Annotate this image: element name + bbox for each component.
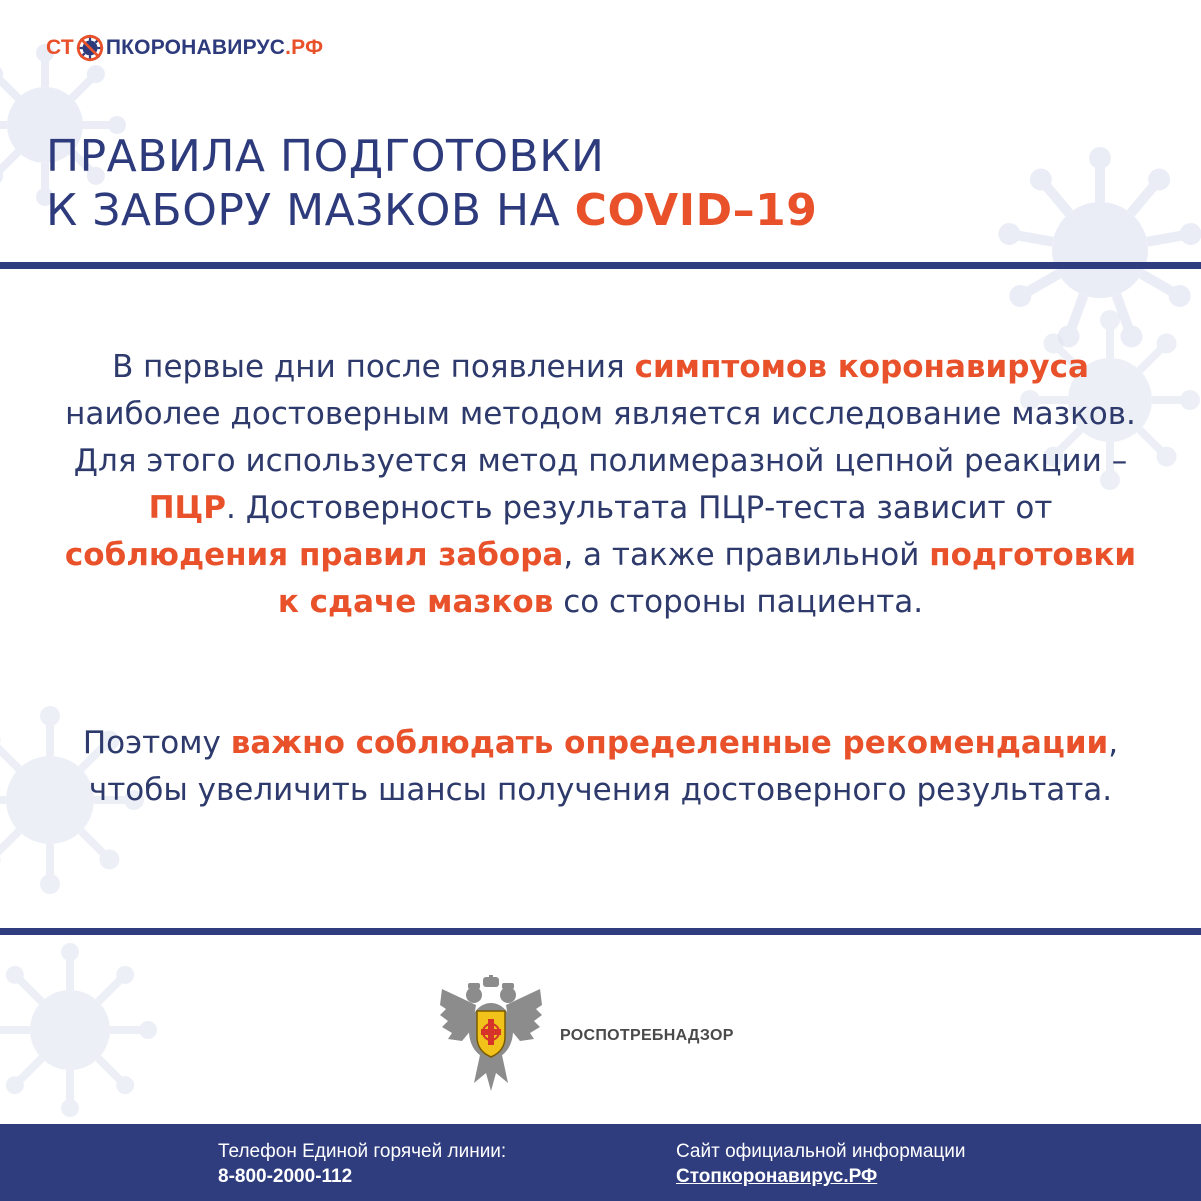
title-line2: К ЗАБОРУ МАЗКОВ НА — [46, 185, 575, 236]
double-headed-eagle-emblem-icon — [436, 975, 546, 1097]
site-link[interactable]: Стопкоронавирус.РФ — [676, 1166, 878, 1187]
paragraph1-text-5: со стороны пациента. — [553, 584, 924, 620]
paragraph1-text-2: наиболее достоверным методом является исследование мазков. Для этого используется метод полимеразной цепной реакции – — [65, 396, 1136, 479]
hotline-number[interactable]: 8-800-2000-112 — [218, 1166, 353, 1187]
hotline-label: Телефон Единой горячей линии: — [218, 1141, 507, 1162]
paragraph-recommendation — [60, 720, 1141, 814]
paragraph1-text-4: , а также правильной — [563, 537, 930, 573]
virus-decoration-icon — [0, 940, 170, 1120]
brand-text-part1: СТ — [46, 36, 74, 59]
page-title — [46, 130, 817, 238]
virus-stop-icon — [75, 33, 105, 63]
paragraph1-highlight-3: соблюдения правил забора — [64, 537, 564, 573]
paragraph1-highlight-1: симптомов коронавируса — [634, 349, 1089, 385]
brand-logo — [46, 28, 323, 68]
paragraph1-text-3: . Достоверность результата ПЦР-теста зависит от — [226, 490, 1053, 526]
footer-bar — [0, 1124, 1201, 1201]
hotline-block — [218, 1140, 506, 1190]
paragraph-intro — [60, 344, 1141, 626]
brand-text-part2: ПКОРОНАВИРУС — [105, 36, 286, 59]
agency-logo — [436, 975, 734, 1097]
paragraph2-text-1: Поэтому — [82, 725, 231, 761]
top-divider — [0, 262, 1201, 269]
title-line1: ПРАВИЛА ПОДГОТОВКИ — [46, 131, 605, 182]
agency-name: РОСПОТРЕБНАДЗОР — [560, 1027, 734, 1044]
bottom-divider — [0, 928, 1201, 935]
paragraph1-text-1: В первые дни после появления — [112, 349, 635, 385]
site-label: Сайт официальной информации — [676, 1141, 966, 1162]
paragraph2-highlight-1: важно соблюдать определенные рекомендации — [230, 725, 1109, 761]
brand-text-part3: .РФ — [285, 36, 324, 59]
site-block — [676, 1140, 966, 1190]
title-accent: COVID–19 — [574, 185, 818, 236]
paragraph2-text-2: , чтобы увеличить шансы получения достоверного результата. — [88, 725, 1119, 808]
paragraph1-highlight-2: ПЦР — [148, 490, 226, 526]
paragraph1-highlight-4: подготовки к сдаче мазков — [277, 537, 1137, 620]
